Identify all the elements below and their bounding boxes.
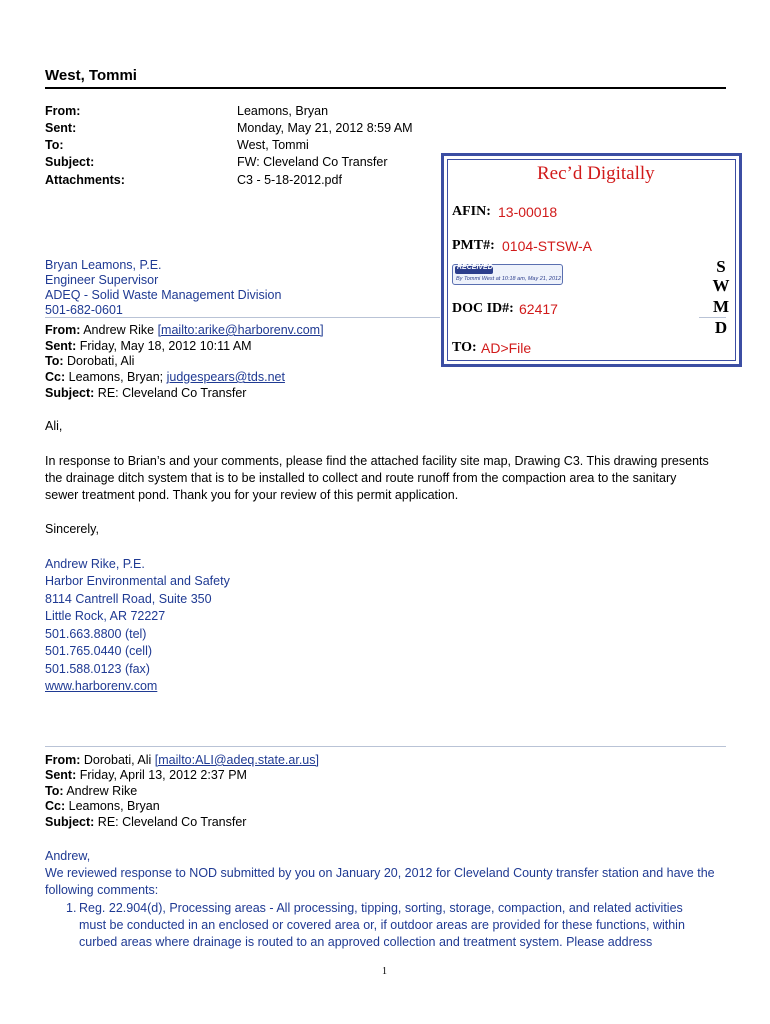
fwd2-to-value: Andrew Rike xyxy=(66,784,138,798)
fwd2-from-mailto-link[interactable]: [mailto:ALI@adeq.state.ar.us] xyxy=(154,753,319,767)
fwd1-cc-label: Cc: xyxy=(45,370,66,384)
body2-item-line-3: curbed areas where drainage is routed to an approved collection and treatment system. Please address xyxy=(79,935,653,949)
received-badge xyxy=(452,264,563,285)
body2-intro-line-2: following comments: xyxy=(45,883,159,897)
fwd1-to-row xyxy=(45,353,134,369)
sent-value: Monday, May 21, 2012 8:59 AM xyxy=(237,121,413,135)
stamp-swmd-m: M xyxy=(712,297,730,316)
sig2-line-1: Andrew Rike, P.E. xyxy=(45,557,145,571)
sig2-line-4: Little Rock, AR 72227 xyxy=(45,609,166,623)
stamp-pmt-value: 0104-STSW-A xyxy=(502,238,592,254)
sig2-line-3: 8114 Cantrell Road, Suite 350 xyxy=(45,592,212,606)
body2-item-line-2: must be conducted in an enclosed or covered area or, if outdoor areas are provided for these functions, within xyxy=(79,918,685,932)
fwd2-subject-row xyxy=(45,814,246,830)
to-label: To: xyxy=(45,138,64,152)
fwd1-from-mailto-link[interactable]: [mailto:arike@harborenv.com] xyxy=(157,323,324,337)
body1-closing: Sincerely, xyxy=(45,522,99,536)
sig2-line-6: 501.765.0440 (cell) xyxy=(45,644,153,658)
sent-label: Sent: xyxy=(45,121,77,135)
fwd1-sent-label: Sent: xyxy=(45,339,77,353)
subject-label: Subject: xyxy=(45,155,95,169)
page-number: 1 xyxy=(382,966,387,977)
body1-line-3: sewer treatment pond. Thank you for your review of this permit application. xyxy=(45,488,459,502)
fwd2-sent-row xyxy=(45,767,247,783)
stamp-title: Rec’d Digitally xyxy=(537,163,655,184)
received-badge-by: By Tommi West at 10:18 am, May 21, 2012 xyxy=(456,276,562,282)
body2-item-number: 1. xyxy=(66,901,77,915)
stamp-swmd-w: W xyxy=(712,276,730,295)
body2-intro-line-1: We reviewed response to NOD submitted by you on January 20, 2012 for Cleveland County transfer station and have the xyxy=(45,866,715,880)
stamp-pmt-label: PMT#: xyxy=(452,238,495,253)
fwd1-from-value: Andrew Rike xyxy=(83,323,155,337)
separator-rule-1-left xyxy=(45,317,440,318)
body1-line-1: In response to Brian’s and your comments, please find the attached facility site map, Drawing C3. This drawing presents xyxy=(45,454,709,468)
fwd2-to-row xyxy=(45,783,137,799)
fwd1-sent-value: Friday, May 18, 2012 10:11 AM xyxy=(79,339,252,353)
fwd1-to-label: To: xyxy=(45,354,64,368)
stamp-afin-label: AFIN: xyxy=(452,204,491,219)
separator-rule-2 xyxy=(45,746,726,747)
sig2-line-5: 501.663.8800 (tel) xyxy=(45,627,147,641)
sig2-line-2: Harbor Environmental and Safety xyxy=(45,574,230,588)
sig1-name: Bryan Leamons, P.E. xyxy=(45,258,162,272)
from-value: Leamons, Bryan xyxy=(237,104,329,118)
fwd2-sent-label: Sent: xyxy=(45,768,77,782)
fwd2-subject-value: RE: Cleveland Co Transfer xyxy=(97,815,247,829)
fwd1-subject-row xyxy=(45,385,246,401)
stamp-to-value: AD>File xyxy=(481,340,532,356)
fwd1-to-value: Dorobati, Ali xyxy=(67,354,135,368)
fwd1-from-label: From: xyxy=(45,323,81,337)
fwd1-cc-row xyxy=(45,369,285,385)
body1-line-2: the drainage ditch system that is to be installed to collect and route runoff from the compaction area to the sanitary xyxy=(45,471,677,485)
fwd1-from-row xyxy=(45,322,324,338)
stamp-docid-value: 62417 xyxy=(519,301,558,317)
stamp-docid-label: DOC ID#: xyxy=(452,301,514,316)
sig1-division: ADEQ - Solid Waste Management Division xyxy=(45,288,282,302)
stamp-swmd-s: S xyxy=(716,257,726,276)
attachment-link[interactable]: C3 - 5-18-2012.pdf xyxy=(237,173,342,187)
fwd1-cc-value: Leamons, Bryan; xyxy=(68,370,164,384)
stamp-to-label: TO: xyxy=(452,340,477,355)
received-stamp-inner-border xyxy=(447,159,736,361)
fwd2-to-label: To: xyxy=(45,784,64,798)
attachments-label: Attachments: xyxy=(45,173,125,187)
subject-value: FW: Cleveland Co Transfer xyxy=(237,155,388,169)
sig1-title: Engineer Supervisor xyxy=(45,273,159,287)
separator-rule-1-right xyxy=(699,317,726,318)
fwd2-sent-value: Friday, April 13, 2012 2:37 PM xyxy=(79,768,247,782)
stamp-swmd-d: D xyxy=(714,318,728,337)
received-badge-label: RECEIVED xyxy=(457,264,493,271)
fwd2-subject-label: Subject: xyxy=(45,815,95,829)
fwd2-cc-label: Cc: xyxy=(45,799,66,813)
fwd2-from-row xyxy=(45,752,319,768)
fwd2-cc-row xyxy=(45,798,160,814)
fwd1-subject-label: Subject: xyxy=(45,386,95,400)
fwd2-cc-value: Leamons, Bryan xyxy=(68,799,160,813)
fwd1-subject-value: RE: Cleveland Co Transfer xyxy=(97,386,247,400)
header-rule xyxy=(45,87,726,89)
fwd1-cc-email-link[interactable]: judgespears@tds.net xyxy=(166,370,285,384)
stamp-afin-value: 13-00018 xyxy=(498,204,558,220)
sig2-line-7: 501.588.0123 (fax) xyxy=(45,662,150,676)
fwd2-from-value: Dorobati, Ali xyxy=(83,753,152,767)
fwd1-sent-row xyxy=(45,338,252,354)
document-owner-name: West, Tommi xyxy=(45,67,137,84)
from-label: From: xyxy=(45,104,81,118)
body2-item-line-1: Reg. 22.904(d), Processing areas - All processing, tipping, sorting, storage, compaction, and related activities xyxy=(79,901,683,915)
sig2-website-link[interactable]: www.harborenv.com xyxy=(45,679,158,693)
to-value: West, Tommi xyxy=(237,138,309,152)
body1-greeting: Ali, xyxy=(45,419,63,433)
fwd2-from-label: From: xyxy=(45,753,81,767)
sig1-phone: 501-682-0601 xyxy=(45,303,123,317)
body2-greeting: Andrew, xyxy=(45,849,91,863)
